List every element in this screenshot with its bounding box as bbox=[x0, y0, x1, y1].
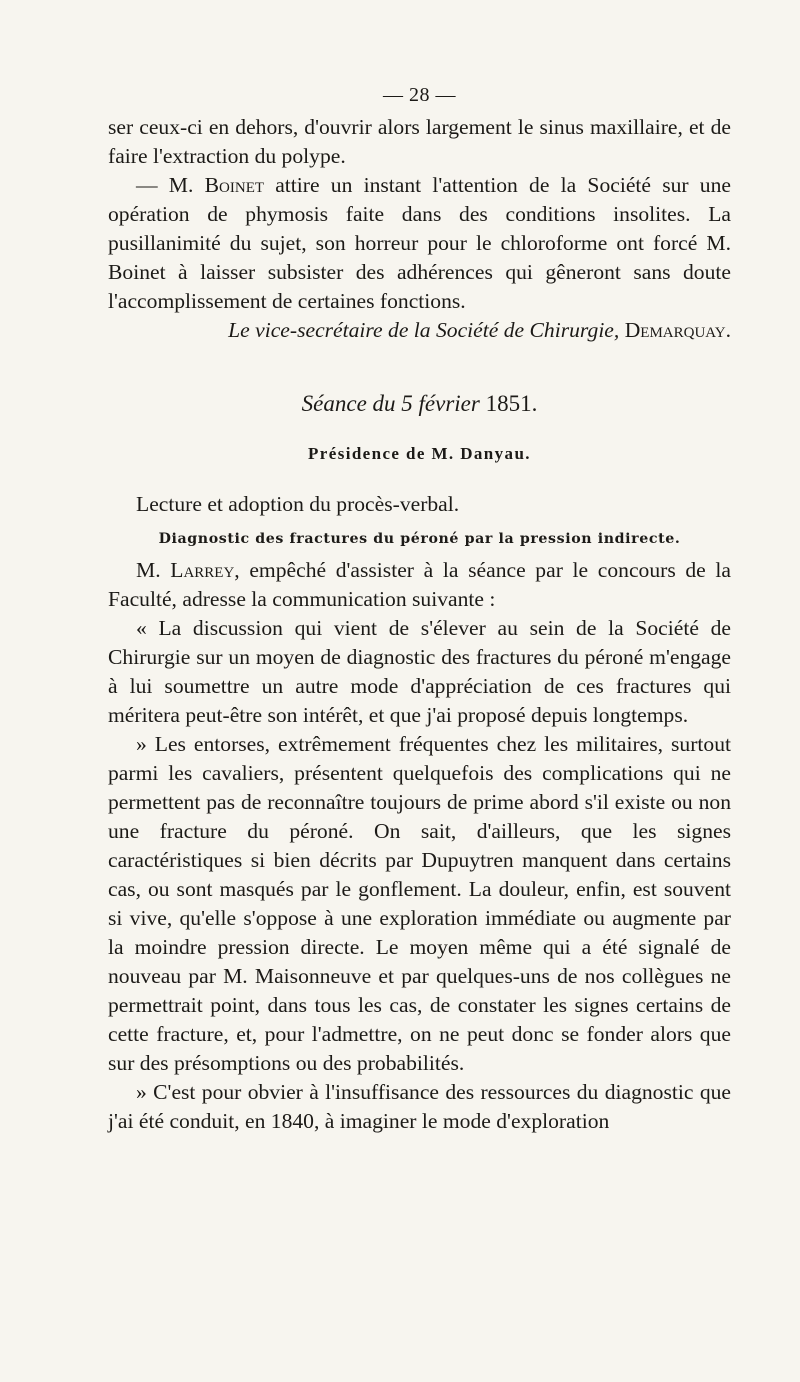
dash-lead: — M. bbox=[136, 173, 205, 197]
signature-title: Le vice-secrétaire de la Société de Chirurgie, bbox=[228, 318, 620, 342]
paragraph-larrey-text: , empêché d'assister à la séance par le concours de la Faculté, adresse la communication suivante : bbox=[108, 558, 731, 611]
minutes-adoption: Lecture et adoption du procès-verbal. bbox=[136, 492, 460, 516]
paragraph-boinet-text: attire un instant l'attention de la Société sur une opération de phymosis faite dans des conditions insolites. La pusillanimité du sujet, son horreur pour le chloroforme ont forcé M. Boinet à laisser subsister des adhérences qui gêneront sans doute l'accomplissement de certaines fonctions. bbox=[108, 173, 731, 313]
name-larrey: Larrey bbox=[170, 558, 235, 582]
section-rubric: Diagnostic des fractures du péroné par la pression indirecte. bbox=[158, 531, 681, 547]
name-boinet: Boinet bbox=[204, 173, 265, 197]
page-number: — 28 — bbox=[383, 84, 456, 106]
paragraph-entorses: » Les entorses, extrêmement fréquentes chez les militaires, surtout parmi les cavaliers, présentent quelquefois des complications qui ne permettent pas de reconnaître toujours de prime abord s'il existe ou non une fracture du péroné. On sait, d'ailleurs, que les signes caractéristiques si bien décrits par Dupuytren manquent dans certains cas, ou sont masqués par le gonflement. La douleur, enfin, est souvent si vive, qu'elle s'oppose à une exploration immédiate ou augmente par la moindre pression directe. Le moyen même qui a été signalé de nouveau par M. Maisonneuve et par quelques-uns de nos collègues ne permettrait point, dans tous les cas, de constater les signes certains de cette fracture, et, pour l'admettre, on ne peut donc se fonder alors que sur des présomptions ou des probabilités. bbox=[108, 732, 731, 1075]
presidency-heading: Présidence de M. Danyau. bbox=[308, 444, 531, 463]
signature-line bbox=[108, 316, 731, 345]
signature-name: Demarquay. bbox=[624, 318, 731, 342]
paragraph-discussion: « La discussion qui vient de s'élever au sein de la Société de Chirurgie sur un moyen de diagnostic des fractures du péroné m'engage à lui soumettre un autre mode d'appréciation de ces fractures qui méritera peut-être son intérêt, et que j'ai proposé depuis longtemps. bbox=[108, 616, 731, 727]
session-date: Séance du 5 février bbox=[301, 391, 480, 416]
paragraph-diagnostic: » C'est pour obvier à l'insuffisance des ressources du diagnostic que j'ai été conduit, en 1840, à imaginer le mode d'exploration bbox=[108, 1080, 731, 1133]
session-heading bbox=[108, 389, 731, 419]
paragraph-larrey bbox=[108, 556, 731, 614]
larrey-lead: M. bbox=[136, 558, 171, 582]
paragraph-boinet bbox=[108, 171, 731, 316]
session-year: 1851. bbox=[485, 391, 538, 416]
book-page bbox=[108, 84, 731, 1136]
paragraph-continued: ser ceux-ci en dehors, d'ouvrir alors largement le sinus maxillaire, et de faire l'extraction du polype. bbox=[108, 115, 731, 168]
